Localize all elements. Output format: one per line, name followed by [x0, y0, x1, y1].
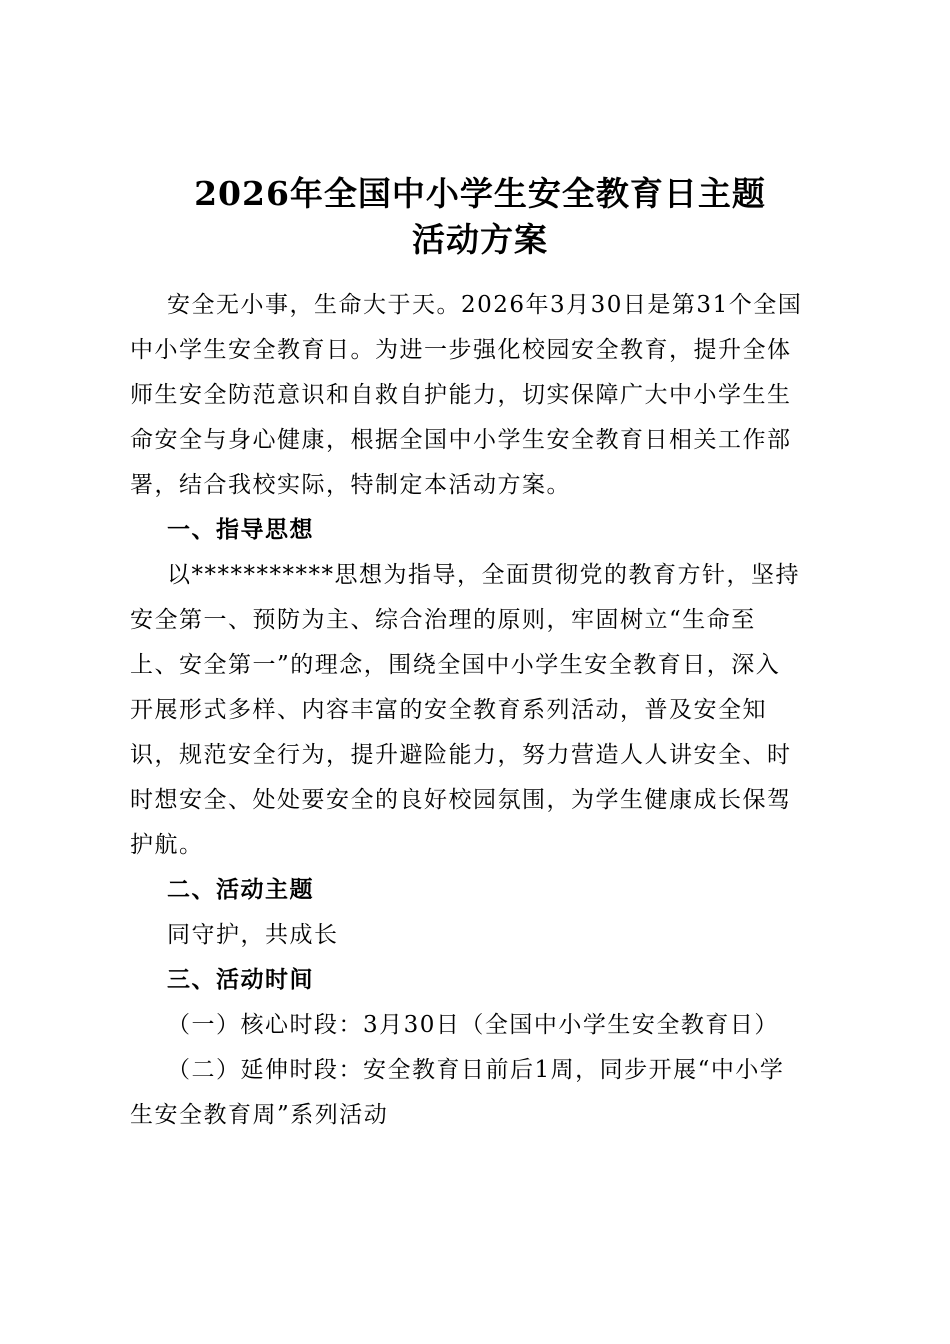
intro-line: 师生安全防范意识和自救自护能力，切实保障广大中小学生生 [130, 382, 792, 408]
section1-line: 上、安全第一”的理念，围绕全国中小学生安全教育日，深入 [130, 652, 781, 678]
intro-line: 中小学生安全教育日。为进一步强化校园安全教育，提升全体 [130, 337, 792, 363]
section1-line: 开展形式多样、内容丰富的安全教育系列活动，普及安全知 [130, 697, 767, 723]
section-heading-guiding-ideology: 一、指导思想 [167, 516, 314, 543]
time-item-extended-period: （二）延伸时段：安全教育日前后1周，同步开展“中小学 [167, 1057, 785, 1083]
activity-theme-text: 同守护，共成长 [167, 922, 339, 948]
intro-line: 安全无小事，生命大于天。2026年3月30日是第31个全国 [167, 292, 803, 318]
intro-line: 署，结合我校实际，特制定本活动方案。 [130, 472, 571, 498]
section1-line: 时想安全、处处要安全的良好校园氛围，为学生健康成长保驾 [130, 787, 792, 813]
section1-line: 以***********思想为指导，全面贯彻党的教育方针，坚持 [167, 562, 800, 588]
document-title-line-1: 2026年全国中小学生安全教育日主题 [194, 174, 766, 213]
intro-line: 命安全与身心健康，根据全国中小学生安全教育日相关工作部 [130, 427, 792, 453]
section1-line: 安全第一、预防为主、综合治理的原则，牢固树立“生命至 [130, 607, 756, 633]
document-title-line-2: 活动方案 [412, 220, 548, 259]
section-heading-activity-theme: 二、活动主题 [167, 876, 314, 903]
time-item-core-period: （一）核心时段：3月30日（全国中小学生安全教育日） [167, 1012, 779, 1038]
time-item-extended-period-cont: 生安全教育周”系列活动 [130, 1102, 389, 1128]
section1-line: 识，规范安全行为，提升避险能力，努力营造人人讲安全、时 [130, 742, 792, 768]
section1-line: 护航。 [130, 832, 204, 858]
section-heading-activity-time: 三、活动时间 [167, 966, 314, 993]
